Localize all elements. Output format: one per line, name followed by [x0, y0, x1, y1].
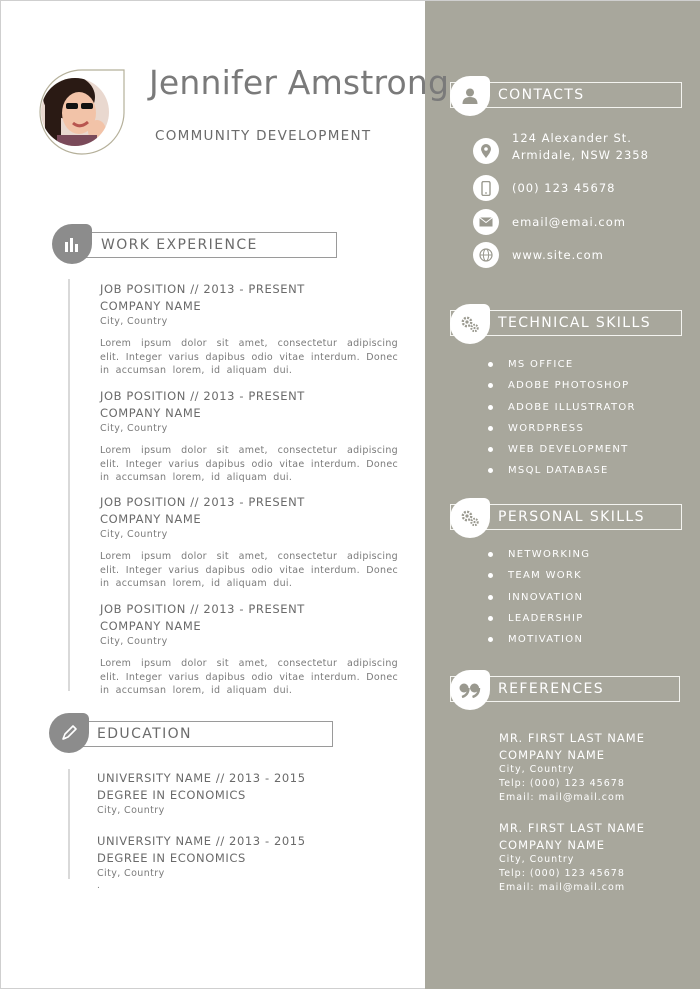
job-location: City, Country	[100, 423, 168, 434]
job-location: City, Country	[100, 316, 168, 327]
job-position: JOB POSITION // 2013 - PRESENT	[100, 389, 305, 403]
reference-entry	[499, 730, 679, 805]
phone-icon	[473, 175, 499, 201]
education-heading	[49, 713, 333, 755]
reference-name: MR. FIRST LAST NAME	[499, 821, 645, 835]
reference-email: Email: mail@mail.com	[499, 882, 626, 893]
skill-item: INNOVATION	[488, 591, 590, 612]
personal-skills-title: PERSONAL SKILLS	[498, 509, 645, 525]
references-heading	[450, 670, 682, 712]
reference-phone: Telp: (000) 123 45678	[499, 868, 625, 879]
skill-item: NETWORKING	[488, 548, 590, 569]
job-description: Lorem ipsum dolor sit amet, consectetur adipiscing elit. Integer varius dapibus odio vitae interdum. Donec in accumsan lorem, id aliquam dui.	[100, 658, 398, 696]
work-entry	[100, 281, 398, 378]
skill-item: ADOBE ILLUSTRATOR	[488, 401, 636, 422]
job-position: JOB POSITION // 2013 - PRESENT	[100, 602, 305, 616]
skill-item: TEAM WORK	[488, 569, 590, 590]
job-description: Lorem ipsum dolor sit amet, consectetur adipiscing elit. Integer varius dapibus odio vitae interdum. Donec in accumsan lorem, id aliquam dui.	[100, 445, 398, 483]
quote-icon	[450, 670, 490, 710]
user-icon	[450, 76, 490, 116]
education-location: City, Country	[97, 805, 165, 816]
email-address[interactable]: email@emai.com	[512, 215, 626, 229]
job-location: City, Country	[100, 636, 168, 647]
reference-phone: Telp: (000) 123 45678	[499, 778, 625, 789]
university-name: UNIVERSITY NAME // 2013 - 2015	[97, 834, 306, 848]
contact-email	[473, 209, 673, 237]
website-url[interactable]: www.site.com	[512, 248, 604, 262]
job-description: Lorem ipsum dolor sit amet, consectetur adipiscing elit. Integer varius dapibus odio vitae interdum. Donec in accumsan lorem, id aliquam dui.	[100, 551, 398, 589]
skill-item: MSQL DATABASE	[488, 464, 636, 485]
phone-number: (00) 123 45678	[512, 181, 616, 195]
skill-item: WORDPRESS	[488, 422, 636, 443]
job-description: Lorem ipsum dolor sit amet, consectetur adipiscing elit. Integer varius dapibus odio vitae interdum. Donec in accumsan lorem, id aliquam dui.	[100, 338, 398, 376]
reference-location: City, Country	[499, 764, 575, 775]
job-position: JOB POSITION // 2013 - PRESENT	[100, 282, 305, 296]
technical-skills-title: TECHNICAL SKILLS	[498, 315, 651, 331]
reference-company: COMPANY NAME	[499, 748, 606, 762]
candidate-name: Jennifer Amstrong	[149, 63, 450, 102]
job-position: JOB POSITION // 2013 - PRESENT	[100, 495, 305, 509]
gears-icon	[450, 498, 490, 538]
globe-icon	[473, 242, 499, 268]
envelope-icon	[473, 209, 499, 235]
reference-email: Email: mail@mail.com	[499, 792, 626, 803]
job-location: City, Country	[100, 529, 168, 540]
contact-website	[473, 242, 673, 270]
education-entry	[97, 770, 397, 818]
references-title: REFERENCES	[498, 681, 605, 697]
skill-item: MS OFFICE	[488, 358, 636, 379]
personal-skills-heading	[450, 498, 682, 540]
reference-company: COMPANY NAME	[499, 838, 606, 852]
reference-location: City, Country	[499, 854, 575, 865]
contacts-heading	[450, 76, 682, 118]
candidate-title: COMMUNITY DEVELOPMENT	[155, 128, 372, 144]
reference-name: MR. FIRST LAST NAME	[499, 731, 645, 745]
contact-address	[473, 131, 673, 170]
trailing-mark: .	[97, 881, 100, 891]
work-entry	[100, 388, 398, 485]
contact-phone	[473, 175, 673, 203]
contacts-title: CONTACTS	[498, 87, 585, 103]
university-name: UNIVERSITY NAME // 2013 - 2015	[97, 771, 306, 785]
location-pin-icon	[473, 138, 499, 164]
company-name: COMPANY NAME	[100, 299, 202, 313]
work-timeline	[68, 279, 70, 691]
work-entry	[100, 494, 398, 591]
degree: DEGREE IN ECONOMICS	[97, 788, 246, 802]
technical-skills-heading	[450, 304, 682, 346]
pen-icon	[49, 713, 89, 753]
work-experience-title: WORK EXPERIENCE	[101, 237, 258, 253]
education-title: EDUCATION	[97, 726, 192, 742]
education-location: City, Country	[97, 868, 165, 879]
reference-entry	[499, 820, 679, 895]
degree: DEGREE IN ECONOMICS	[97, 851, 246, 865]
work-entry	[100, 601, 398, 698]
skill-item: LEADERSHIP	[488, 612, 590, 633]
address-line2: Armidale, NSW 2358	[512, 148, 649, 162]
profile-photo	[39, 69, 125, 155]
company-name: COMPANY NAME	[100, 619, 202, 633]
education-timeline	[68, 769, 70, 879]
skill-item: ADOBE PHOTOSHOP	[488, 379, 636, 400]
address-line1: 124 Alexander St.	[512, 131, 632, 145]
gears-icon	[450, 304, 490, 344]
technical-skills-list	[488, 358, 636, 486]
skill-item: MOTIVATION	[488, 633, 590, 654]
company-name: COMPANY NAME	[100, 512, 202, 526]
work-experience-heading	[52, 224, 337, 266]
skill-item: WEB DEVELOPMENT	[488, 443, 636, 464]
education-entry	[97, 833, 397, 881]
company-name: COMPANY NAME	[100, 406, 202, 420]
bar-chart-icon	[52, 224, 92, 264]
personal-skills-list	[488, 548, 590, 654]
